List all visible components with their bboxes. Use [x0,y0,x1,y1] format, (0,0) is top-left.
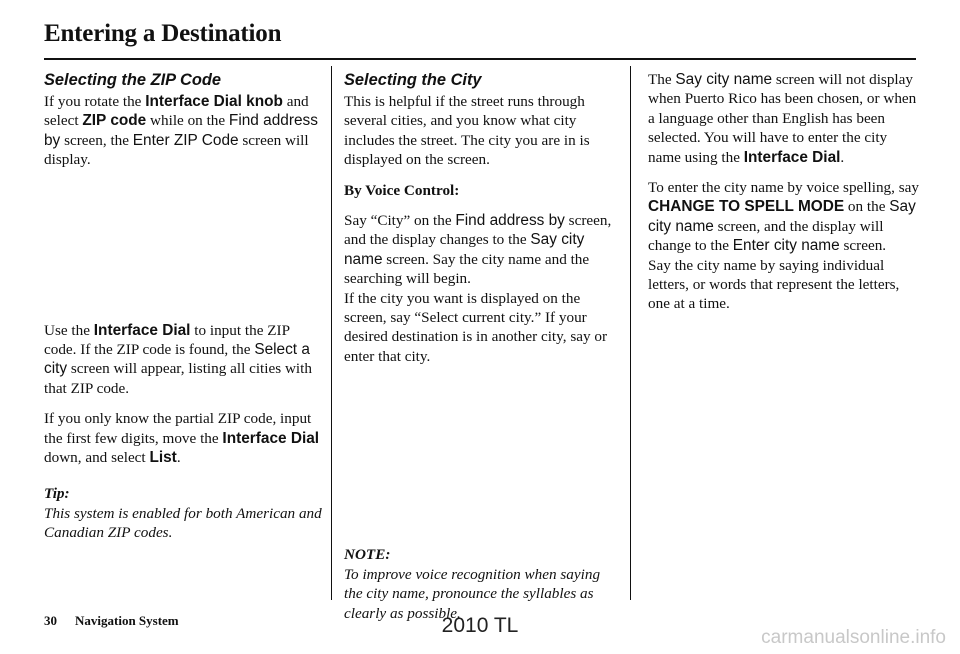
text: down, and select [44,449,150,467]
note-label: NOTE: [344,546,391,564]
text: If you only know the partial ZIP code, input the first few digits, move the [44,410,312,447]
text: . [840,148,845,166]
text: To enter the city name by voice spelling, say [648,179,919,197]
text: The [648,71,676,88]
text: Use the [44,321,94,339]
text: screen. Say the city name and the searching will begin. [344,250,590,288]
term-say-city-name: Say city name [675,71,773,88]
note-text: To improve voice recognition when saying the city name, pronounce the syllables as clearly as possible. [344,565,601,622]
term-find-address-by: Find address by [44,112,318,149]
page-title: Entering a Destination [44,20,282,47]
tip-label: Tip: [44,485,70,503]
paragraph-city-intro: This is helpful if the street runs through several cities, and you know what city includes the street. The city you are in is displayed on the screen. [344,93,590,169]
watermark: carmanualsonline.info [761,627,946,648]
paragraph-zip-input [44,321,322,399]
term-zip-code: ZIP code [82,112,147,130]
text: screen will not display when Puerto Rico has been chosen, or when a language other than English has been selected. You will have to enter the city name using the [648,71,917,166]
text: screen will display. [44,131,309,169]
model-label: 2010 TL [441,614,519,637]
text: screen. [839,237,887,255]
paragraph-city-select: If the city you want is displayed on the screen, say “Select current city.” If your desired destination is in another city, say or enter that city. [344,289,608,365]
term-select-a-city: Select a city [44,341,310,378]
text: screen, and the display will change to the [648,217,884,255]
page-number: 30 [44,613,57,628]
text: to input the ZIP code. If the ZIP code is found, the [44,321,290,359]
term-interface-dial: Interface Dial [93,321,191,339]
spacer [44,181,322,321]
paragraph-spell-mode [648,178,920,256]
term-interface-dial: Interface Dial [222,429,320,447]
text: screen, the [60,131,133,149]
term-enter-zip-code: Enter ZIP Code [132,131,239,149]
term-list: List [149,449,177,467]
paragraph-spell-letters: Say the city name by saying individual letters, or words that represent the letters, one at a time. [648,256,900,313]
spacer [344,377,622,545]
column-city [344,70,622,623]
text: on the [844,198,890,216]
paragraph-puerto-rico [648,70,920,167]
text: If you rotate the [44,93,146,110]
section-heading-city: Selecting the City [344,71,482,89]
term-say-city-name: Say city name [648,198,916,235]
text: screen will appear, listing all cities with that ZIP code. [44,360,312,397]
term-say-city-name: Say city name [344,231,585,268]
column-zip-code [44,70,322,543]
text: Say “City” on the [344,212,456,230]
section-heading-zip: Selecting the ZIP Code [44,71,221,89]
paragraph-zip-intro [44,92,322,170]
text: screen, and the display changes to the [344,212,612,249]
column-divider-right [630,66,631,600]
text: . [176,449,181,467]
paragraph-city-voice [344,211,622,289]
footer-label: Navigation System [75,613,179,628]
text: while on the [146,112,229,130]
term-change-to-spell-mode: CHANGE TO SPELL MODE [648,198,845,216]
column-divider-left [331,66,332,600]
tip-text: This system is enabled for both American and Canadian ZIP codes. [44,504,322,542]
term-find-address-by: Find address by [455,212,565,230]
title-rule [44,58,916,60]
term-enter-city-name: Enter city name [732,237,840,255]
term-interface-dial: Interface Dial [743,148,841,166]
text: and select [44,93,309,130]
paragraph-zip-partial [44,409,322,467]
column-city-continued [648,70,920,325]
term-interface-dial-knob: Interface Dial knob [145,93,283,110]
subheading-voice-control: By Voice Control: [344,181,460,199]
